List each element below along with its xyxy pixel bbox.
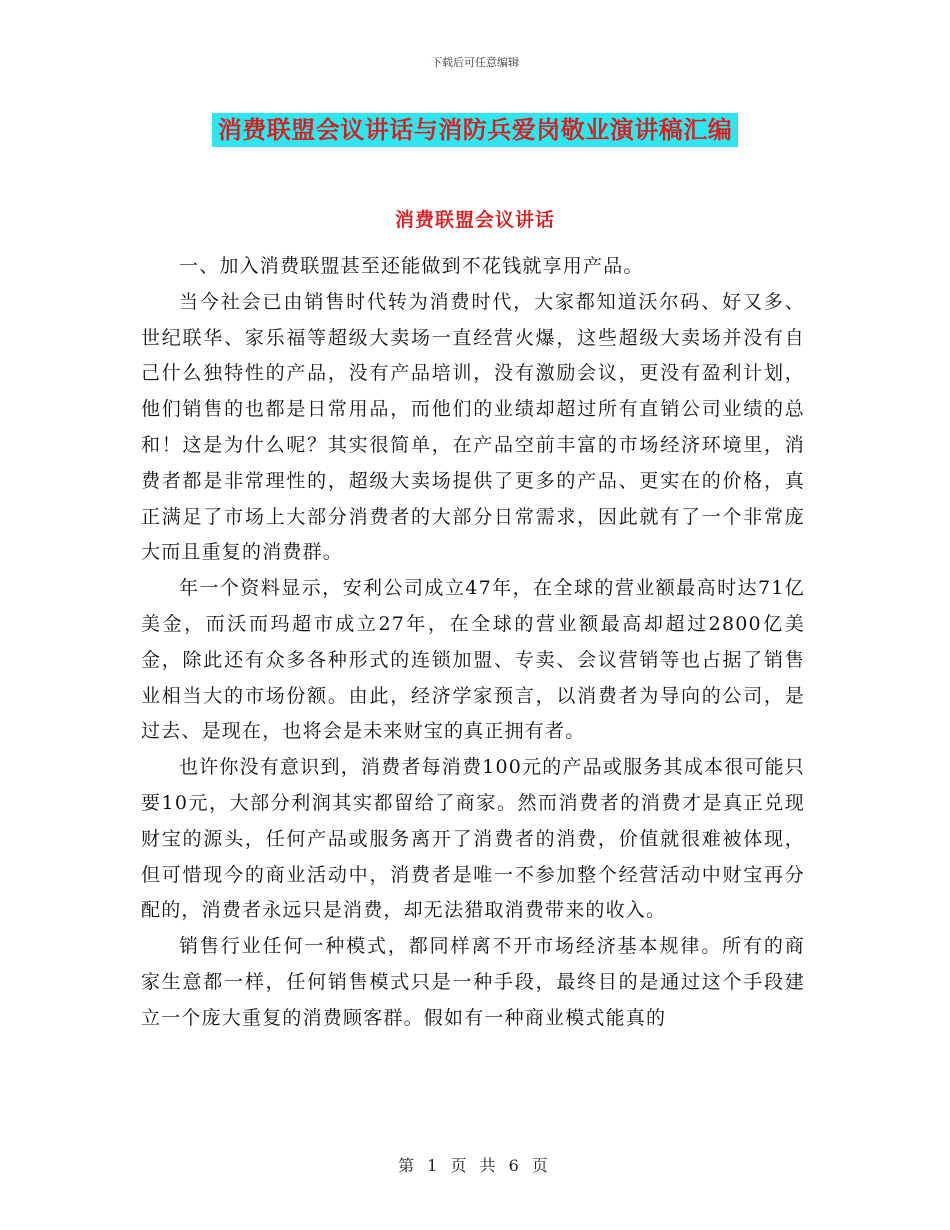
paragraph: 当今社会已由销售时代转为消费时代，大家都知道沃尔码、好又多、世纪联华、家乐福等超级大卖场一直经营火爆，这些超级大卖场并没有自己什么独特性的产品，没有产品培训，没有激励会议，更没有盈利计划，他们销售的也都是日常用品，而他们的业绩却超过所有直销公司业绩的总和！这是为什么呢？其实很简单，在产品空前丰富的市场经济环境里，消费者都是非常理性的，超级大卖场提供了更多的产品、更实在的价格，真正满足了市场上大部分消费者的大部分日常需求，因此就有了一个非常庞大而且重复的消费群。 (141, 290, 805, 564)
paragraph: 也许你没有意识到，消费者每消费100元的产品或服务其成本很可能只要10元，大部分利润其实都留给了商家。然而消费者的消费才是真正兑现财宝的源头，任何产品或服务离开了消费者的消费，价值就很难被体现，但可惜现今的商业活动中，消费者是唯一不参加整个经营活动中财宝再分配的，消费者永远只是消费，却无法猎取消费带来的收入。 (141, 756, 805, 922)
section-title: 消费联盟会议讲话 (394, 209, 555, 231)
page-header-note: 下载后可任意编辑 (431, 56, 519, 69)
paragraph: 年一个资料显示，安利公司成立47年，在全球的营业额最高时达71亿美金，而沃而玛超市成立27年，在全球的营业额最高却超过2800亿美金，除此还有众多各种形式的连锁加盟、专卖、会议营销等也占据了销售业相当大的市场份额。由此，经济学家预言，以消费者为导向的公司，是过去、是现在，也将会是未来财宝的真正拥有者。 (141, 577, 805, 743)
document-body (141, 249, 805, 1037)
paragraph: 一、加入消费联盟甚至还能做到不花钱就享用产品。 (179, 255, 644, 277)
paragraph: 销售行业任何一种模式，都同样离不开市场经济基本规律。所有的商家生意都一样，任何销售模式只是一种手段，最终目的是通过这个手段建立一个庞大重复的消费顾客群。假如有一种商业模式能真的 (141, 935, 805, 1029)
document-title: 消费联盟会议讲话与消防兵爱岗敬业演讲稿汇编 (212, 113, 739, 147)
document-title-container (0, 113, 950, 147)
page-number-footer: 第 1 页 共 6 页 (398, 1156, 552, 1175)
